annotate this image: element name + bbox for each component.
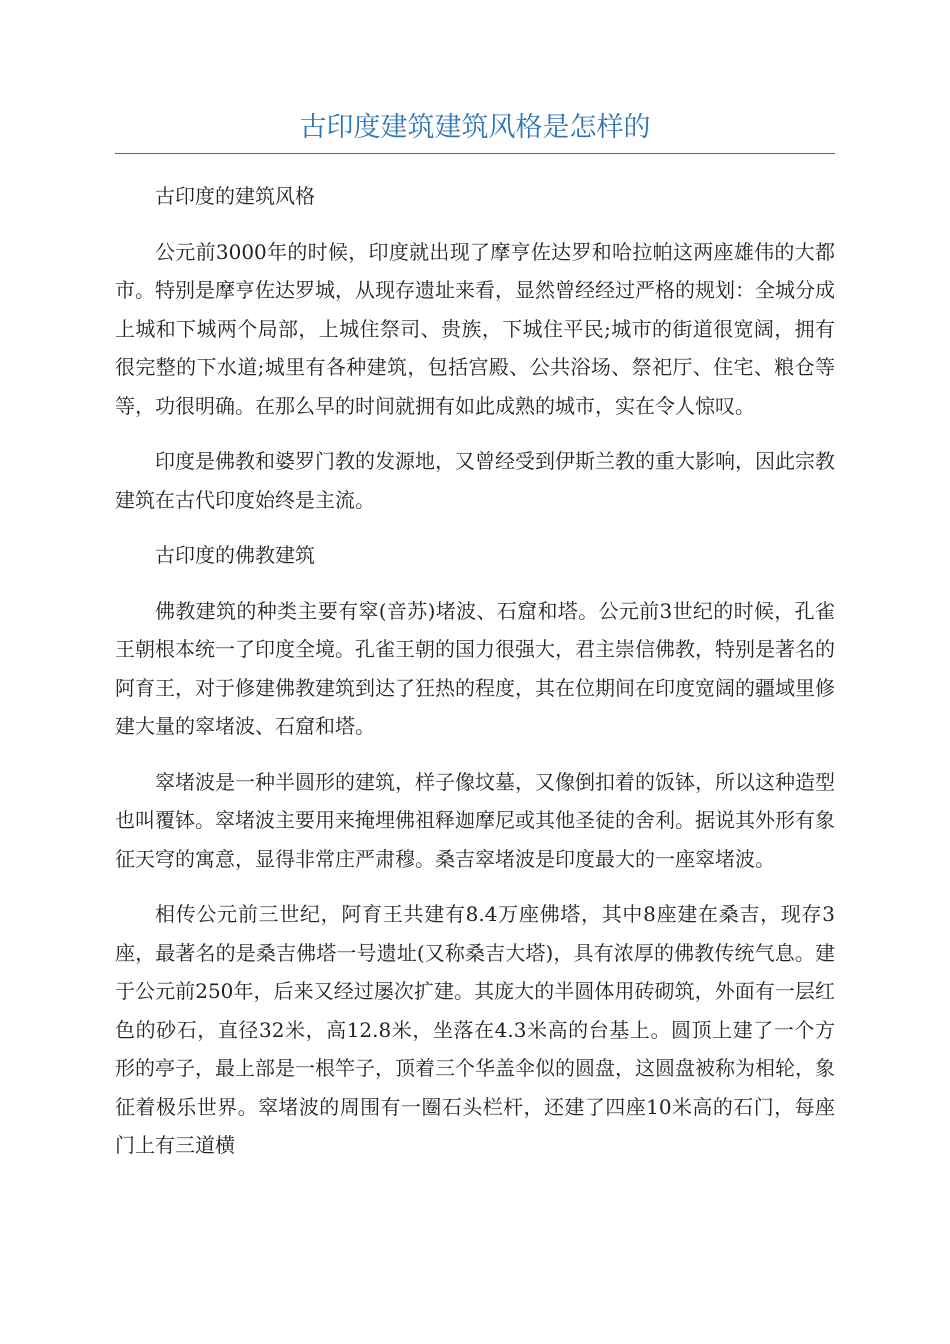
body-paragraph: 相传公元前三世纪，阿育王共建有8.4万座佛塔，其中8座建在桑吉，现存3座，最著名的是桑吉佛塔一号遗址(又称桑吉大塔)，具有浓厚的佛教传统气息。建于公元前250年，后来又经过屡次扩建。其庞大的半圆体用砖砌筑，外面有一层红色的砂石，直径32米，高12.8米，坐落在4.3米高的台基上。圆顶上建了一个方形的亭子，最上部是一根竿子，顶着三个华盖伞似的圆盘，这圆盘被称为相轮，象征着极乐世界。窣堵波的周围有一圈石头栏杆，还建了四座10米高的石门，每座门上有三道横 (115, 902, 835, 1157)
body-paragraph: 印度是佛教和婆罗门教的发源地，又曾经受到伊斯兰教的重大影响，因此宗教建筑在古代印度始终是主流。 (115, 449, 835, 512)
section-heading: 古印度的建筑风格 (155, 184, 315, 208)
body-paragraph: 窣堵波是一种半圆形的建筑，样子像坟墓，又像倒扣着的饭钵，所以这种造型也叫覆钵。窣堵波主要用来掩埋佛祖释迦摩尼或其他圣徒的舍利。据说其外形有象征天穹的寓意，显得非常庄严肃穆。桑吉窣堵波是印度最大的一座窣堵波。 (115, 769, 835, 871)
document-body (115, 177, 835, 1182)
document-title: 古印度建筑建筑风格是怎样的 (299, 112, 651, 143)
body-paragraph: 公元前3000年的时候，印度就出现了摩亨佐达罗和哈拉帕这两座雄伟的大都市。特别是摩亨佐达罗城，从现存遗址来看，显然曾经经过严格的规划：全城分成上城和下城两个局部，上城住祭司、贵族，下城住平民;城市的街道很宽阔，拥有很完整的下水道;城里有各种建筑，包括宫殿、公共浴场、祭祀厅、住宅、粮仓等等，功很明确。在那么早的时间就拥有如此成熟的城市，实在令人惊叹。 (115, 239, 835, 418)
body-paragraph: 佛教建筑的种类主要有窣(音苏)堵波、石窟和塔。公元前3世纪的时候，孔雀王朝根本统一了印度全境。孔雀王朝的国力很强大，君主崇信佛教，特别是著名的阿育王，对于修建佛教建筑到达了狂热的程度，其在位期间在印度宽阔的疆域里修建大量的窣堵波、石窟和塔。 (115, 598, 835, 738)
title-underline (115, 153, 835, 154)
section-heading: 古印度的佛教建筑 (155, 543, 315, 567)
